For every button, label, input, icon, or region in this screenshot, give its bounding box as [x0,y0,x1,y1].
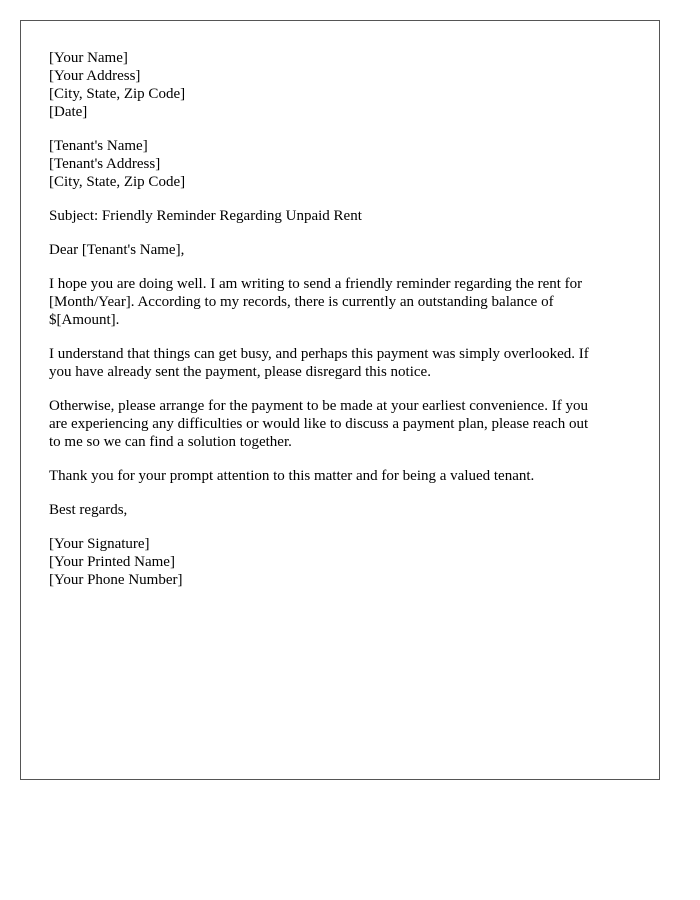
subject-line: Subject: Friendly Reminder Regarding Unpaid Rent [49,208,362,224]
body-paragraph-1 [49,275,631,329]
body-paragraph-1-line-3: $[Amount]. [49,312,120,328]
signature-block [49,535,631,589]
body-paragraph-3-line-3: to me so we can find a solution together. [49,434,292,450]
recipient-address: [Tenant's Address] [49,156,161,172]
phone-number: [Your Phone Number] [49,572,183,588]
letter-page [20,20,660,780]
salutation: Dear [Tenant's Name], [49,242,185,258]
sender-city-state-zip: [City, State, Zip Code] [49,86,186,102]
sender-block [49,49,631,121]
signature-placeholder: [Your Signature] [49,536,150,552]
body-paragraph-1-line-1: I hope you are doing well. I am writing to send a friendly reminder regarding the rent for [49,276,583,292]
closing: Best regards, [49,502,128,518]
recipient-name: [Tenant's Name] [49,138,148,154]
body-paragraph-2-line-1: I understand that things can get busy, and perhaps this payment was simply overlooked. If [49,346,589,362]
body-paragraph-2 [49,345,631,381]
recipient-city-state-zip: [City, State, Zip Code] [49,174,186,190]
body-paragraph-1-line-2: [Month/Year]. According to my records, there is currently an outstanding balance of [49,294,554,310]
body-paragraph-3-line-2: are experiencing any difficulties or would like to discuss a payment plan, please reach out [49,416,589,432]
letter-date: [Date] [49,104,88,120]
body-paragraph-4: Thank you for your prompt attention to this matter and for being a valued tenant. [49,468,535,484]
sender-name: [Your Name] [49,50,128,66]
body-paragraph-2-line-2: you have already sent the payment, please disregard this notice. [49,364,431,380]
body-paragraph-3 [49,397,631,451]
sender-address: [Your Address] [49,68,141,84]
recipient-block [49,137,631,191]
body-paragraph-3-line-1: Otherwise, please arrange for the payment to be made at your earliest convenience. If you [49,398,588,414]
printed-name: [Your Printed Name] [49,554,175,570]
